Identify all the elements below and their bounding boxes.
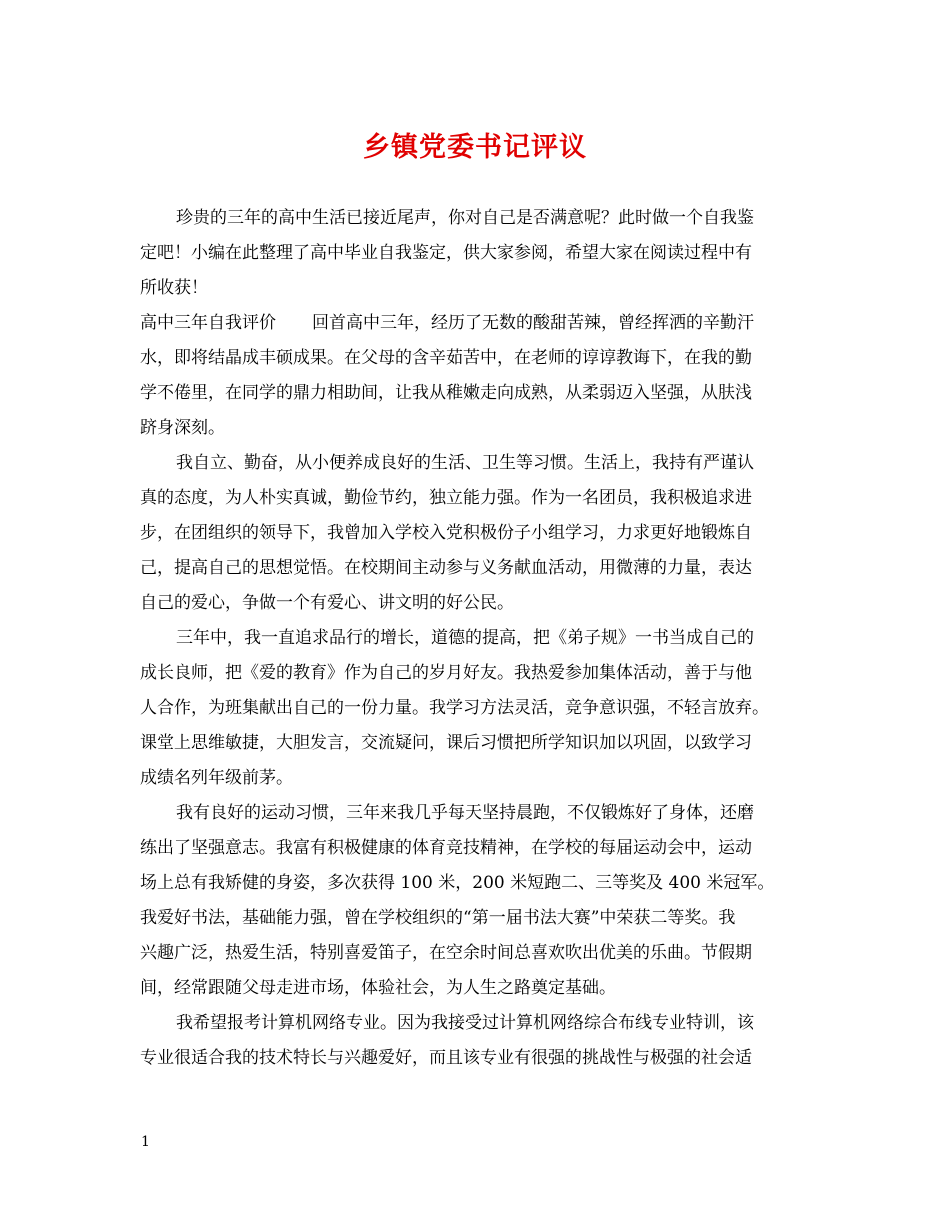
document-body (140, 201, 812, 1076)
text-line-with-heading (140, 306, 812, 341)
text-line: 定吧！小编在此整理了高中毕业自我鉴定，供大家参阅，希望大家在阅读过程中有 (140, 243, 752, 263)
page-number: 1 (141, 1134, 150, 1150)
text-line: 步，在团组织的领导下，我曾加入学校入党积极份子小组学习，力求更好地锻炼自 (140, 523, 752, 543)
text-line: 我爱好书法，基础能力强，曾在学校组织的“第一届书法大赛”中荣获二等奖。我 (140, 908, 736, 928)
document-title: 乡镇党委书记评议 (363, 132, 587, 163)
text-line: 间，经常跟随父母走进市场，体验社会，为人生之路奠定基础。 (140, 978, 616, 998)
text-line: 专业很适合我的技术特长与兴趣爱好，而且该专业有很强的挑战性与极强的社会适 (140, 1048, 752, 1068)
text-line: 我希望报考计算机网络专业。因为我接受过计算机网络综合布线专业特训，该 (176, 1013, 754, 1033)
section-heading: 高中三年自我评价 (140, 313, 276, 333)
text-line: 场上总有我矫健的身姿，多次获得 100 米，200 米短跑二、三等奖及 400 米冠军。 (140, 873, 775, 893)
text-line: 兴趣广泛，热爱生活，特别喜爱笛子，在空余时间总喜欢吹出优美的乐曲。节假期 (140, 943, 752, 963)
text-line: 跻身深刻。 (140, 418, 225, 438)
text-line: 学不倦里，在同学的鼎力相助间，让我从稚嫩走向成熟，从柔弱迈入坚强，从肤浅 (140, 383, 752, 403)
section-text: 回首高中三年，经历了无数的酸甜苦辣，曾经挥洒的辛勤汗 (312, 313, 754, 333)
text-line: 人合作，为班集献出自己的一份力量。我学习方法灵活，竞争意识强，不轻言放弃。 (140, 698, 769, 718)
text-line: 珍贵的三年的高中生活已接近尾声，你对自己是否满意呢？此时做一个自我鉴 (176, 208, 754, 228)
text-line: 所收获！ (140, 278, 208, 298)
text-line: 练出了坚强意志。我富有积极健康的体育竞技精神，在学校的每届运动会中，运动 (140, 838, 752, 858)
text-line: 三年中，我一直追求品行的增长，道德的提高，把《弟子规》一书当成自己的 (176, 628, 754, 648)
text-line: 成绩名列年级前茅。 (140, 768, 293, 788)
text-line: 水，即将结晶成丰硕成果。在父母的含辛茹苦中，在老师的谆谆教诲下，在我的勤 (140, 348, 752, 368)
text-line: 课堂上思维敏捷，大胆发言，交流疑问，课后习惯把所学知识加以巩固，以致学习 (140, 733, 752, 753)
text-line: 成长良师，把《爱的教育》作为自己的岁月好友。我热爱参加集体活动，善于与他 (140, 663, 752, 683)
text-line: 我有良好的运动习惯，三年来我几乎每天坚持晨跑，不仅锻炼好了身体，还磨 (176, 803, 754, 823)
text-line: 自己的爱心，争做一个有爱心、讲文明的好公民。 (140, 593, 514, 613)
text-line: 我自立、勤奋，从小便养成良好的生活、卫生等习惯。生活上，我持有严谨认 (176, 453, 754, 473)
text-line: 真的态度，为人朴实真诚，勤俭节约，独立能力强。作为一名团员，我积极追求进 (140, 488, 752, 508)
text-line: 己，提高自己的思想觉悟。在校期间主动参与义务献血活动，用微薄的力量，表达 (140, 558, 752, 578)
